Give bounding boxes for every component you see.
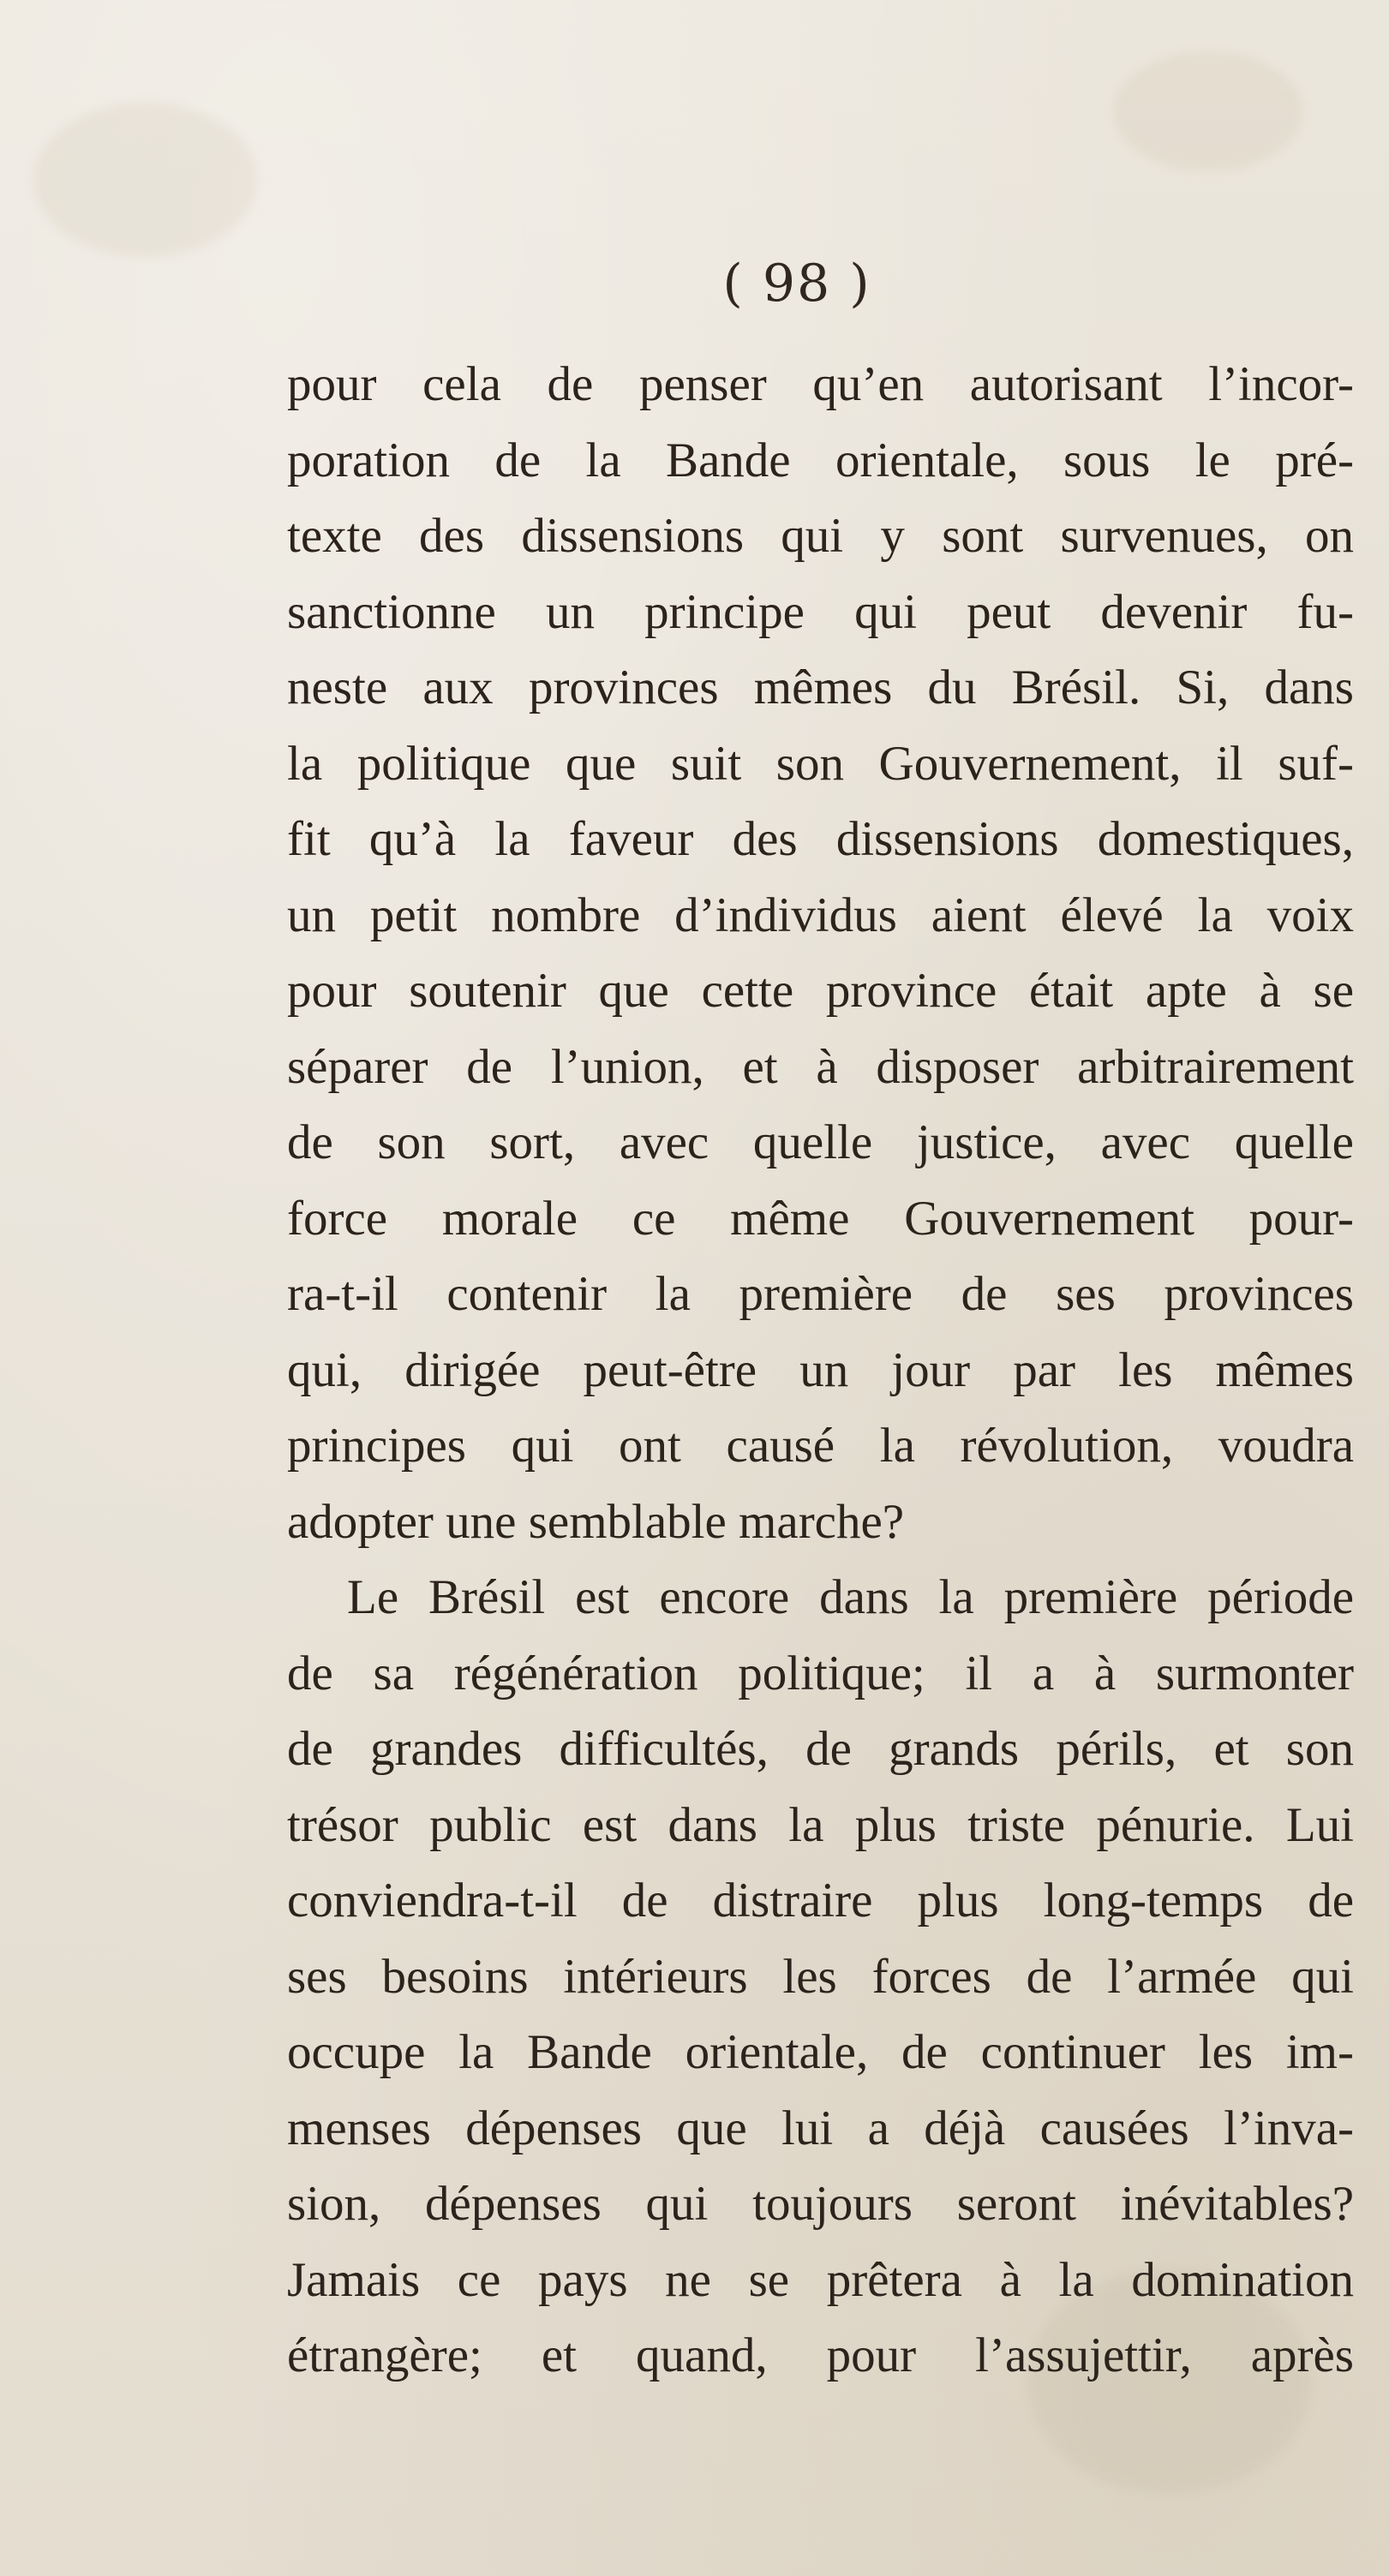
text-line: conviendra-t-il de distraire plus long-temps de [287, 1874, 1354, 1928]
text-line: Le Brésil est encore dans la première période [347, 1570, 1354, 1624]
text-line: pour cela de penser qu’en autorisant l’incor- [287, 357, 1354, 411]
text-line: fit qu’à la faveur des dissensions domestiques, [287, 812, 1354, 866]
paper-stain [34, 103, 257, 257]
text-line: de grandes difficultés, de grands périls, et son [287, 1722, 1354, 1776]
text-line: ses besoins intérieurs les forces de l’armée qui [287, 1949, 1354, 2004]
text-line: pour soutenir que cette province était apte à se [287, 964, 1354, 1018]
text-line: principes qui ont causé la révolution, voudra [287, 1419, 1354, 1473]
paper-stain [1114, 51, 1302, 171]
body-text [287, 347, 1354, 2394]
text-line: ra-t-il contenir la première de ses provinces [287, 1267, 1354, 1321]
text-line: adopter une semblable marche? [287, 1494, 905, 1549]
text-line: qui, dirigée peut-être un jour par les mêmes [287, 1342, 1354, 1397]
text-line: la politique que suit son Gouvernement, il suf- [287, 736, 1354, 791]
text-line: sion, dépenses qui toujours seront inévitables? [287, 2177, 1354, 2231]
text-line: Jamais ce pays ne se prêtera à la domination [287, 2252, 1354, 2307]
text-line: de son sort, avec quelle justice, avec quelle [287, 1115, 1354, 1169]
text-line: trésor public est dans la plus triste pénurie. Lui [287, 1797, 1354, 1852]
text-line: séparer de l’union, et à disposer arbitrairement [287, 1039, 1354, 1094]
text-line: force morale ce même Gouvernement pour- [287, 1191, 1354, 1246]
text-line: un petit nombre d’individus aient élevé la voix [287, 888, 1354, 942]
text-line: poration de la Bande orientale, sous le pré- [287, 433, 1354, 487]
text-line: sanctionne un principe qui peut devenir fu- [287, 584, 1354, 639]
page-number: ( 98 ) [722, 254, 871, 314]
text-line: occupe la Bande orientale, de continuer les im- [287, 2025, 1354, 2079]
text-line: neste aux provinces mêmes du Brésil. Si, dans [287, 660, 1354, 714]
text-line: menses dépenses que lui a déjà causées l’inva- [287, 2101, 1354, 2155]
text-line: texte des dissensions qui y sont survenues, on [287, 509, 1354, 563]
text-line: de sa régénération politique; il a à surmonter [287, 1646, 1354, 1700]
text-line: étrangère; et quand, pour l’assujettir, après [287, 2328, 1354, 2382]
